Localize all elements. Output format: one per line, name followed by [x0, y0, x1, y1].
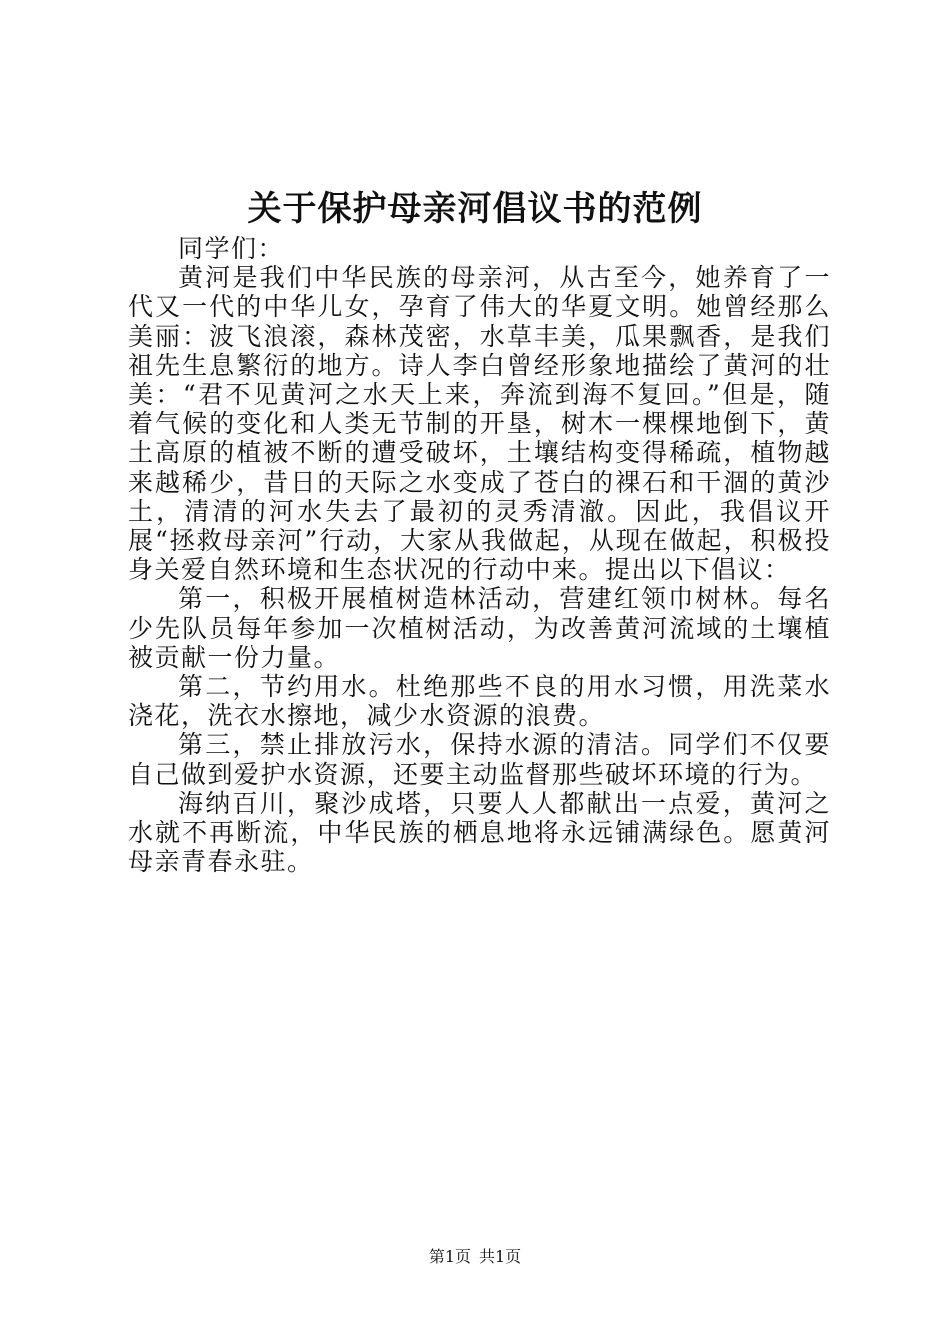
document-title: 关于保护母亲河倡议书的范例 [247, 189, 703, 229]
paragraph-third-proposal: 第三，禁止排放污水，保持水源的清洁。同学们不仅要自己做到爱护水资源，还要主动监督那些破坏环境的行为。 [128, 730, 831, 789]
paragraph-closing: 海纳百川，聚沙成塔，只要人人都献出一点爱，黄河之水就不再断流，中华民族的栖息地将永远铺满绿色。愿黄河母亲青春永驻。 [128, 788, 831, 877]
document-body [128, 234, 831, 876]
greeting: 同学们： [178, 234, 285, 263]
paragraph-intro: 黄河是我们中华民族的母亲河，从古至今，她养育了一代又一代的中华儿女，孕育了伟大的华夏文明。她曾经那么美丽：波飞浪滚，森林茂密，水草丰美，瓜果飘香，是我们祖先生息繁衍的地方。诗人李白曾经形象地描绘了黄河的壮美：“君不见黄河之水天上来，奔流到海不复回。”但是，随着气候的变化和人类无节制的开垦，树木一棵棵地倒下，黄土高原的植被不断的遭受破坏，土壤结构变得稀疏，植物越来越稀少，昔日的天际之水变成了苍白的裸石和干涸的黄沙土，清清的河水失去了最初的灵秀清澈。因此，我倡议开展“拯救母亲河”行动，大家从我做起，从现在做起，积极投身关爱自然环境和生态状况的行动中来。提出以下倡议： [128, 263, 831, 585]
paragraph-second-proposal: 第二，节约用水。杜绝那些不良的用水习惯，用洗菜水浇花，洗衣水擦地，减少水资源的浪费。 [128, 672, 831, 731]
page-number-total: 共1页 [479, 1247, 522, 1266]
page-number-current: 第1页 [428, 1247, 471, 1266]
page-footer [0, 1245, 950, 1269]
paragraph-first-proposal: 第一，积极开展植树造林活动，营建红领巾树林。每名少先队员每年参加一次植树活动，为改善黄河流域的土壤植被贡献一份力量。 [128, 584, 831, 672]
